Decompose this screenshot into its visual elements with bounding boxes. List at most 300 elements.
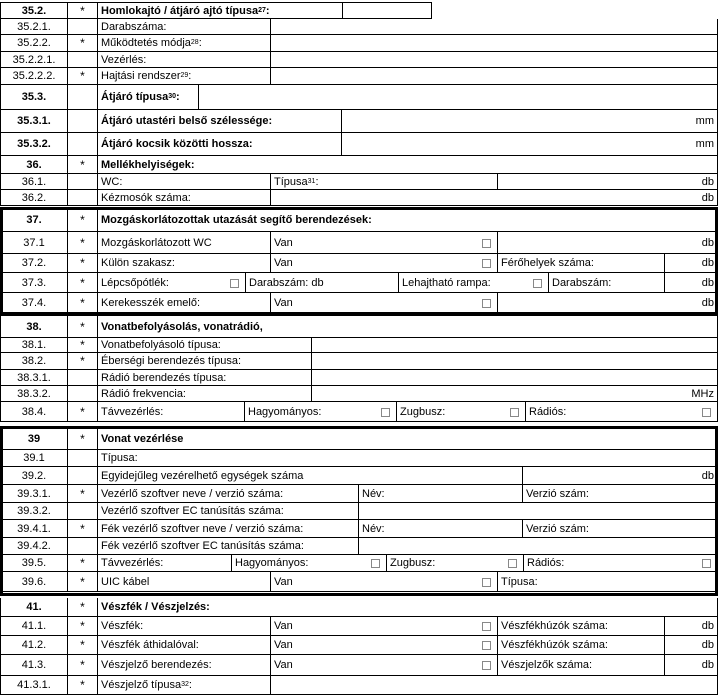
field-label: [270, 572, 497, 592]
field-label: [97, 273, 245, 293]
cell-text: Lehajtható rampa:: [402, 276, 491, 289]
checkbox[interactable]: [381, 408, 390, 417]
form-row: [0, 485, 718, 503]
field-label: [548, 273, 664, 293]
field-label: [497, 617, 664, 636]
mandatory-marker: [67, 503, 97, 520]
form-row: [0, 232, 718, 254]
checkbox[interactable]: [230, 279, 239, 288]
cell-text: *: [80, 638, 85, 652]
row-number: [0, 254, 67, 273]
field-label: [97, 402, 244, 422]
cell-text: 41.: [26, 601, 42, 613]
cell-text: Darabszám:: [552, 276, 612, 289]
cell-text: db: [701, 620, 714, 632]
cell-text: Verzió szám:: [526, 487, 589, 500]
form-row: [0, 35, 718, 52]
field-input[interactable]: [311, 338, 718, 353]
row-number: [0, 428, 67, 450]
field-label: [270, 655, 497, 676]
row-number: [0, 676, 67, 695]
cell-text: 37.1: [23, 236, 45, 249]
cell-text: 35.3.: [21, 91, 47, 103]
cell-text: Homlokajtó / átjáró ajtó típusa: [101, 4, 259, 17]
cell-text: *: [80, 235, 85, 250]
form-row: [0, 598, 718, 617]
cell-text: Darabszáma:: [101, 20, 167, 33]
field-input[interactable]: [270, 19, 718, 35]
mandatory-marker: [67, 133, 97, 156]
cell-text: 38.: [26, 320, 42, 333]
field-label: [97, 133, 341, 156]
checkbox[interactable]: [482, 259, 491, 268]
field-label: [664, 273, 718, 293]
field-label: [341, 133, 718, 156]
cell-text: db: [701, 276, 714, 289]
cell-text: db: [701, 469, 714, 482]
cell-text: *: [80, 354, 85, 368]
row-number: [0, 386, 67, 402]
cell-text: 39.5.: [21, 557, 47, 569]
cell-text: db: [701, 659, 714, 671]
row-number: [0, 503, 67, 520]
cell-text: 35.2.2.: [17, 37, 51, 49]
label-suffix: :: [188, 70, 192, 82]
field-label: [497, 636, 664, 655]
cell-text: Vonatbefolyásolás, vonatrádió,: [101, 320, 263, 333]
cell-text: *: [80, 36, 85, 50]
cell-text: Vészjelzők száma:: [501, 659, 593, 671]
cell-text: Név:: [362, 487, 385, 500]
field-input[interactable]: [311, 353, 718, 370]
cell-text: 41.1.: [21, 620, 47, 632]
field-label: [523, 555, 718, 572]
label-suffix: :: [315, 175, 319, 188]
form-row: [0, 254, 718, 273]
mandatory-marker: [67, 467, 97, 485]
cell-text: *: [80, 678, 85, 692]
field-label: Típusa 31 :: [270, 174, 497, 190]
form-row: [0, 110, 718, 133]
cell-text: Vészjelző berendezés:: [101, 659, 212, 671]
cell-text: Rádió berendezés típusa:: [101, 371, 227, 384]
mandatory-marker: [67, 68, 97, 85]
mandatory-marker: [67, 35, 97, 52]
field-label: [245, 273, 398, 293]
row-number: [0, 338, 67, 353]
mandatory-marker: [67, 636, 97, 655]
cell-text: *: [80, 256, 85, 270]
field-label: [497, 254, 664, 273]
checkbox[interactable]: [482, 622, 491, 631]
field-label: [497, 572, 718, 592]
cell-text: Típusa:: [501, 575, 538, 588]
row-number: [0, 555, 67, 572]
field-label: [497, 655, 664, 676]
mandatory-marker: [67, 85, 97, 110]
field-label: [97, 598, 718, 617]
cell-text: Vészfék:: [101, 620, 144, 632]
field-label: [97, 190, 270, 206]
cell-text: 41.3.: [21, 659, 47, 671]
cell-text: db: [701, 175, 714, 188]
checkbox[interactable]: [533, 279, 542, 288]
field-input[interactable]: [270, 52, 718, 68]
row-number: [0, 572, 67, 592]
row-number: [0, 402, 67, 422]
field-label: Homlokajtó / átjáró ajtó típusa 27 :: [97, 2, 342, 19]
cell-text: 38.1.: [21, 339, 47, 351]
field-input[interactable]: [311, 370, 718, 386]
row-number: [0, 232, 67, 254]
cell-text: *: [80, 556, 85, 570]
cell-text: db: [701, 191, 714, 204]
cell-text: 35.2.2.1.: [12, 53, 56, 66]
cell-text: Lépcsőpótlék:: [101, 276, 169, 289]
checkbox[interactable]: [482, 239, 491, 248]
cell-text: Van: [274, 639, 293, 651]
field-label: [664, 254, 718, 273]
cell-text: Zugbusz:: [400, 405, 446, 418]
field-label: [270, 293, 497, 313]
cell-text: Rádió frekvencia:: [101, 387, 186, 400]
field-label: [97, 254, 270, 273]
field-label: [97, 485, 358, 503]
form-row: [0, 538, 718, 555]
row-number: [0, 68, 67, 85]
field-label: [396, 402, 525, 422]
cell-text: Átjáró típusa: [101, 91, 169, 103]
cell-text: *: [80, 600, 85, 614]
cell-text: Átjáró kocsik közötti hossza:: [101, 138, 253, 150]
field-label: [270, 617, 497, 636]
field-label: [386, 555, 523, 572]
field-label: [244, 402, 396, 422]
form-row: [0, 273, 718, 293]
field-label: [522, 485, 718, 503]
cell-text: Egyidejűleg vezérelhető egységek száma: [101, 469, 304, 482]
form-row: [0, 676, 718, 695]
cell-text: Verzió szám:: [526, 522, 589, 535]
field-label: [270, 254, 497, 273]
mandatory-marker: [67, 450, 97, 467]
field-label: [97, 386, 311, 402]
cell-text: *: [80, 157, 85, 172]
field-label: [97, 293, 270, 313]
row-number: [0, 598, 67, 617]
cell-text: *: [80, 213, 85, 227]
cell-text: Férőhelyek száma:: [501, 257, 594, 269]
field-label: [522, 520, 718, 538]
form-row: [0, 386, 718, 402]
form-row: [0, 617, 718, 636]
label-suffix: :: [198, 37, 202, 49]
cell-text: db: [701, 257, 714, 269]
row-number: [0, 110, 67, 133]
mandatory-marker: [67, 428, 97, 450]
checkbox[interactable]: [702, 559, 711, 568]
cell-text: Vészfék áthidalóval:: [101, 639, 199, 651]
checkbox[interactable]: [508, 559, 517, 568]
row-number: [0, 52, 67, 68]
cell-text: 36.1.: [21, 175, 47, 188]
field-label: Hajtási rendszer 29 :: [97, 68, 270, 85]
form-row: [0, 19, 718, 35]
cell-text: 41.3.1.: [17, 679, 51, 691]
mandatory-marker: [67, 156, 97, 174]
cell-text: Van: [274, 257, 293, 269]
cell-text: *: [80, 69, 85, 83]
cell-text: *: [80, 658, 85, 672]
cell-text: Hagyományos:: [235, 557, 309, 569]
mandatory-marker: [67, 190, 97, 206]
cell-text: *: [80, 486, 85, 501]
checkbox[interactable]: [482, 578, 491, 587]
field-label: [97, 19, 270, 35]
mandatory-marker: [67, 572, 97, 592]
checkbox[interactable]: [702, 408, 711, 417]
cell-text: *: [80, 431, 85, 446]
field-label: [97, 520, 358, 538]
cell-text: Vészfék / Vészjelzés:: [101, 601, 210, 613]
cell-text: Van: [274, 659, 293, 671]
field-label: [525, 402, 718, 422]
field-label: [97, 52, 270, 68]
row-number: [0, 520, 67, 538]
field-label: [97, 338, 311, 353]
mandatory-marker: [67, 370, 97, 386]
row-number: [0, 538, 67, 555]
mandatory-marker: [67, 2, 97, 19]
cell-text: 38.4.: [21, 405, 47, 418]
form-row: [0, 52, 718, 68]
label-suffix: :: [265, 4, 270, 17]
form-row: [0, 316, 718, 338]
cell-text: 37.2.: [21, 257, 47, 269]
field-label: [664, 636, 718, 655]
form-row: [0, 174, 718, 190]
mandatory-marker: [67, 19, 97, 35]
form-row: [0, 467, 718, 485]
cell-text: 37.4.: [21, 296, 47, 309]
cell-text: *: [80, 295, 85, 310]
field-label: [311, 386, 718, 402]
cell-text: Vészfékhúzók száma:: [501, 620, 608, 632]
cell-text: Mellékhelyiségek:: [101, 158, 195, 171]
cell-text: 39: [27, 432, 41, 445]
field-input[interactable]: [342, 2, 432, 19]
field-label: [522, 467, 718, 485]
field-label: [664, 617, 718, 636]
field-label: [398, 273, 548, 293]
cell-text: *: [80, 404, 85, 419]
mandatory-marker: [67, 209, 97, 232]
cell-text: 39.1: [23, 452, 45, 464]
cell-text: Átjáró utastéri belső szélessége:: [101, 115, 273, 127]
cell-text: Zugbusz:: [390, 557, 436, 569]
field-input[interactable]: [358, 503, 718, 520]
cell-text: *: [80, 338, 85, 352]
cell-text: 37.: [26, 214, 42, 226]
cell-text: *: [80, 619, 85, 633]
row-number: [0, 273, 67, 293]
form-row: [0, 370, 718, 386]
form-row: [0, 572, 718, 592]
cell-text: Vészjelző típusa: [101, 679, 182, 691]
cell-text: 39.4.1.: [17, 522, 51, 535]
mandatory-marker: [67, 520, 97, 538]
checkbox[interactable]: [482, 299, 491, 308]
cell-text: *: [80, 3, 85, 18]
cell-text: Fék vezérlő szoftver EC tanúsítás száma:: [101, 540, 304, 552]
cell-text: 39.3.2.: [17, 505, 51, 517]
cell-text: Mozgáskorlátozottak utazását segítő berendezések:: [101, 214, 372, 226]
form-row: [0, 555, 718, 572]
cell-text: *: [80, 319, 85, 334]
form-row: [0, 85, 718, 110]
form-row: [0, 636, 718, 655]
row-number: [0, 370, 67, 386]
field-label: [358, 485, 522, 503]
form-row: [0, 209, 718, 232]
cell-text: *: [80, 275, 85, 290]
field-input[interactable]: [198, 85, 718, 110]
cell-text: Vezérlés:: [101, 53, 147, 66]
field-label: [97, 353, 311, 370]
cell-text: Vonat vezérlése: [101, 432, 184, 445]
row-number: [0, 617, 67, 636]
cell-text: 35.2.: [21, 4, 47, 17]
row-number: [0, 190, 67, 206]
label-suffix: :: [188, 679, 192, 691]
mandatory-marker: [67, 598, 97, 617]
field-input[interactable]: [270, 68, 718, 85]
cell-text: 37.3.: [21, 276, 47, 289]
cell-text: 41.2.: [21, 639, 47, 651]
form-row: [0, 133, 718, 156]
form-row: [0, 156, 718, 174]
row-number: [0, 85, 67, 110]
cell-text: Éberségi berendezés típusa:: [101, 355, 242, 367]
row-number: [0, 353, 67, 370]
cell-text: db: [701, 639, 714, 651]
cell-text: db: [701, 236, 714, 249]
cell-text: Vezérlő szoftver neve / verzió száma:: [101, 487, 284, 500]
field-label: [97, 174, 270, 190]
row-number: [0, 156, 67, 174]
checkbox[interactable]: [510, 408, 519, 417]
field-label: [97, 538, 358, 555]
cell-text: Darabszám: db: [249, 276, 324, 289]
field-label: [97, 450, 718, 467]
row-number: [0, 209, 67, 232]
form-row: [0, 2, 718, 19]
mandatory-marker: [67, 254, 97, 273]
cell-text: Hagyományos:: [248, 405, 322, 418]
row-number: [0, 655, 67, 676]
row-number: [0, 133, 67, 156]
cell-text: Rádiós:: [529, 405, 567, 418]
field-input[interactable]: [270, 676, 718, 695]
cell-text: Van: [274, 296, 293, 309]
field-input[interactable]: [270, 35, 718, 52]
form-row: [0, 293, 718, 313]
cell-text: Van: [274, 236, 293, 249]
row-number: [0, 2, 67, 19]
field-label: [97, 370, 311, 386]
cell-text: mm: [695, 138, 714, 150]
form-row: [0, 190, 718, 206]
mandatory-marker: [67, 676, 97, 695]
mandatory-marker: [67, 174, 97, 190]
field-label: [231, 555, 386, 572]
cell-text: 38.2.: [21, 355, 47, 367]
row-number: [0, 636, 67, 655]
mandatory-marker: [67, 555, 97, 572]
cell-text: 38.3.1.: [17, 371, 51, 384]
field-label: [97, 209, 718, 232]
cell-text: 38.3.2.: [17, 387, 51, 400]
field-input[interactable]: [358, 538, 718, 555]
cell-text: Vonatbefolyásoló típusa:: [101, 339, 221, 351]
row-number: [0, 293, 67, 313]
cell-text: 35.2.1.: [17, 20, 51, 33]
mandatory-marker: [67, 655, 97, 676]
cell-text: 39.4.2.: [17, 540, 51, 552]
field-label: [358, 520, 522, 538]
row-number: [0, 467, 67, 485]
cell-text: Működtetés módja: [101, 37, 191, 49]
cell-text: Fék vezérlő szoftver neve / verzió száma:: [101, 522, 304, 535]
field-label: [97, 316, 718, 338]
row-number: [0, 174, 67, 190]
cell-text: 36.2.: [21, 191, 47, 204]
field-label: [97, 655, 270, 676]
mandatory-marker: [67, 617, 97, 636]
cell-text: Típusa: [274, 175, 308, 188]
checkbox[interactable]: [371, 559, 380, 568]
field-label: [97, 232, 270, 254]
cell-text: UIC kábel: [101, 575, 150, 588]
row-number: [0, 316, 67, 338]
cell-text: Hajtási rendszer: [101, 70, 181, 82]
field-label: [97, 636, 270, 655]
field-label: [97, 156, 718, 174]
field-label: [270, 636, 497, 655]
field-label: [97, 110, 341, 133]
cell-text: *: [80, 521, 85, 536]
checkbox[interactable]: [482, 661, 491, 670]
form-row: [0, 68, 718, 85]
label-suffix: :: [176, 91, 180, 103]
row-number: [0, 450, 67, 467]
field-label: [97, 555, 231, 572]
mandatory-marker: [67, 353, 97, 370]
row-number: [0, 35, 67, 52]
cell-text: 35.3.2.: [17, 138, 51, 150]
cell-text: Rádiós:: [527, 557, 565, 569]
row-number: [0, 485, 67, 503]
cell-text: Vészfékhúzók száma:: [501, 639, 608, 651]
checkbox[interactable]: [482, 641, 491, 650]
cell-text: Távvezérlés:: [101, 557, 164, 569]
mandatory-marker: [67, 232, 97, 254]
form-row: [0, 402, 718, 422]
cell-text: Külön szakasz:: [101, 257, 175, 269]
cell-text: MHz: [691, 387, 714, 400]
cell-text: Távvezérlés:: [101, 405, 164, 418]
field-label: Átjáró típusa 30 :: [97, 85, 198, 110]
